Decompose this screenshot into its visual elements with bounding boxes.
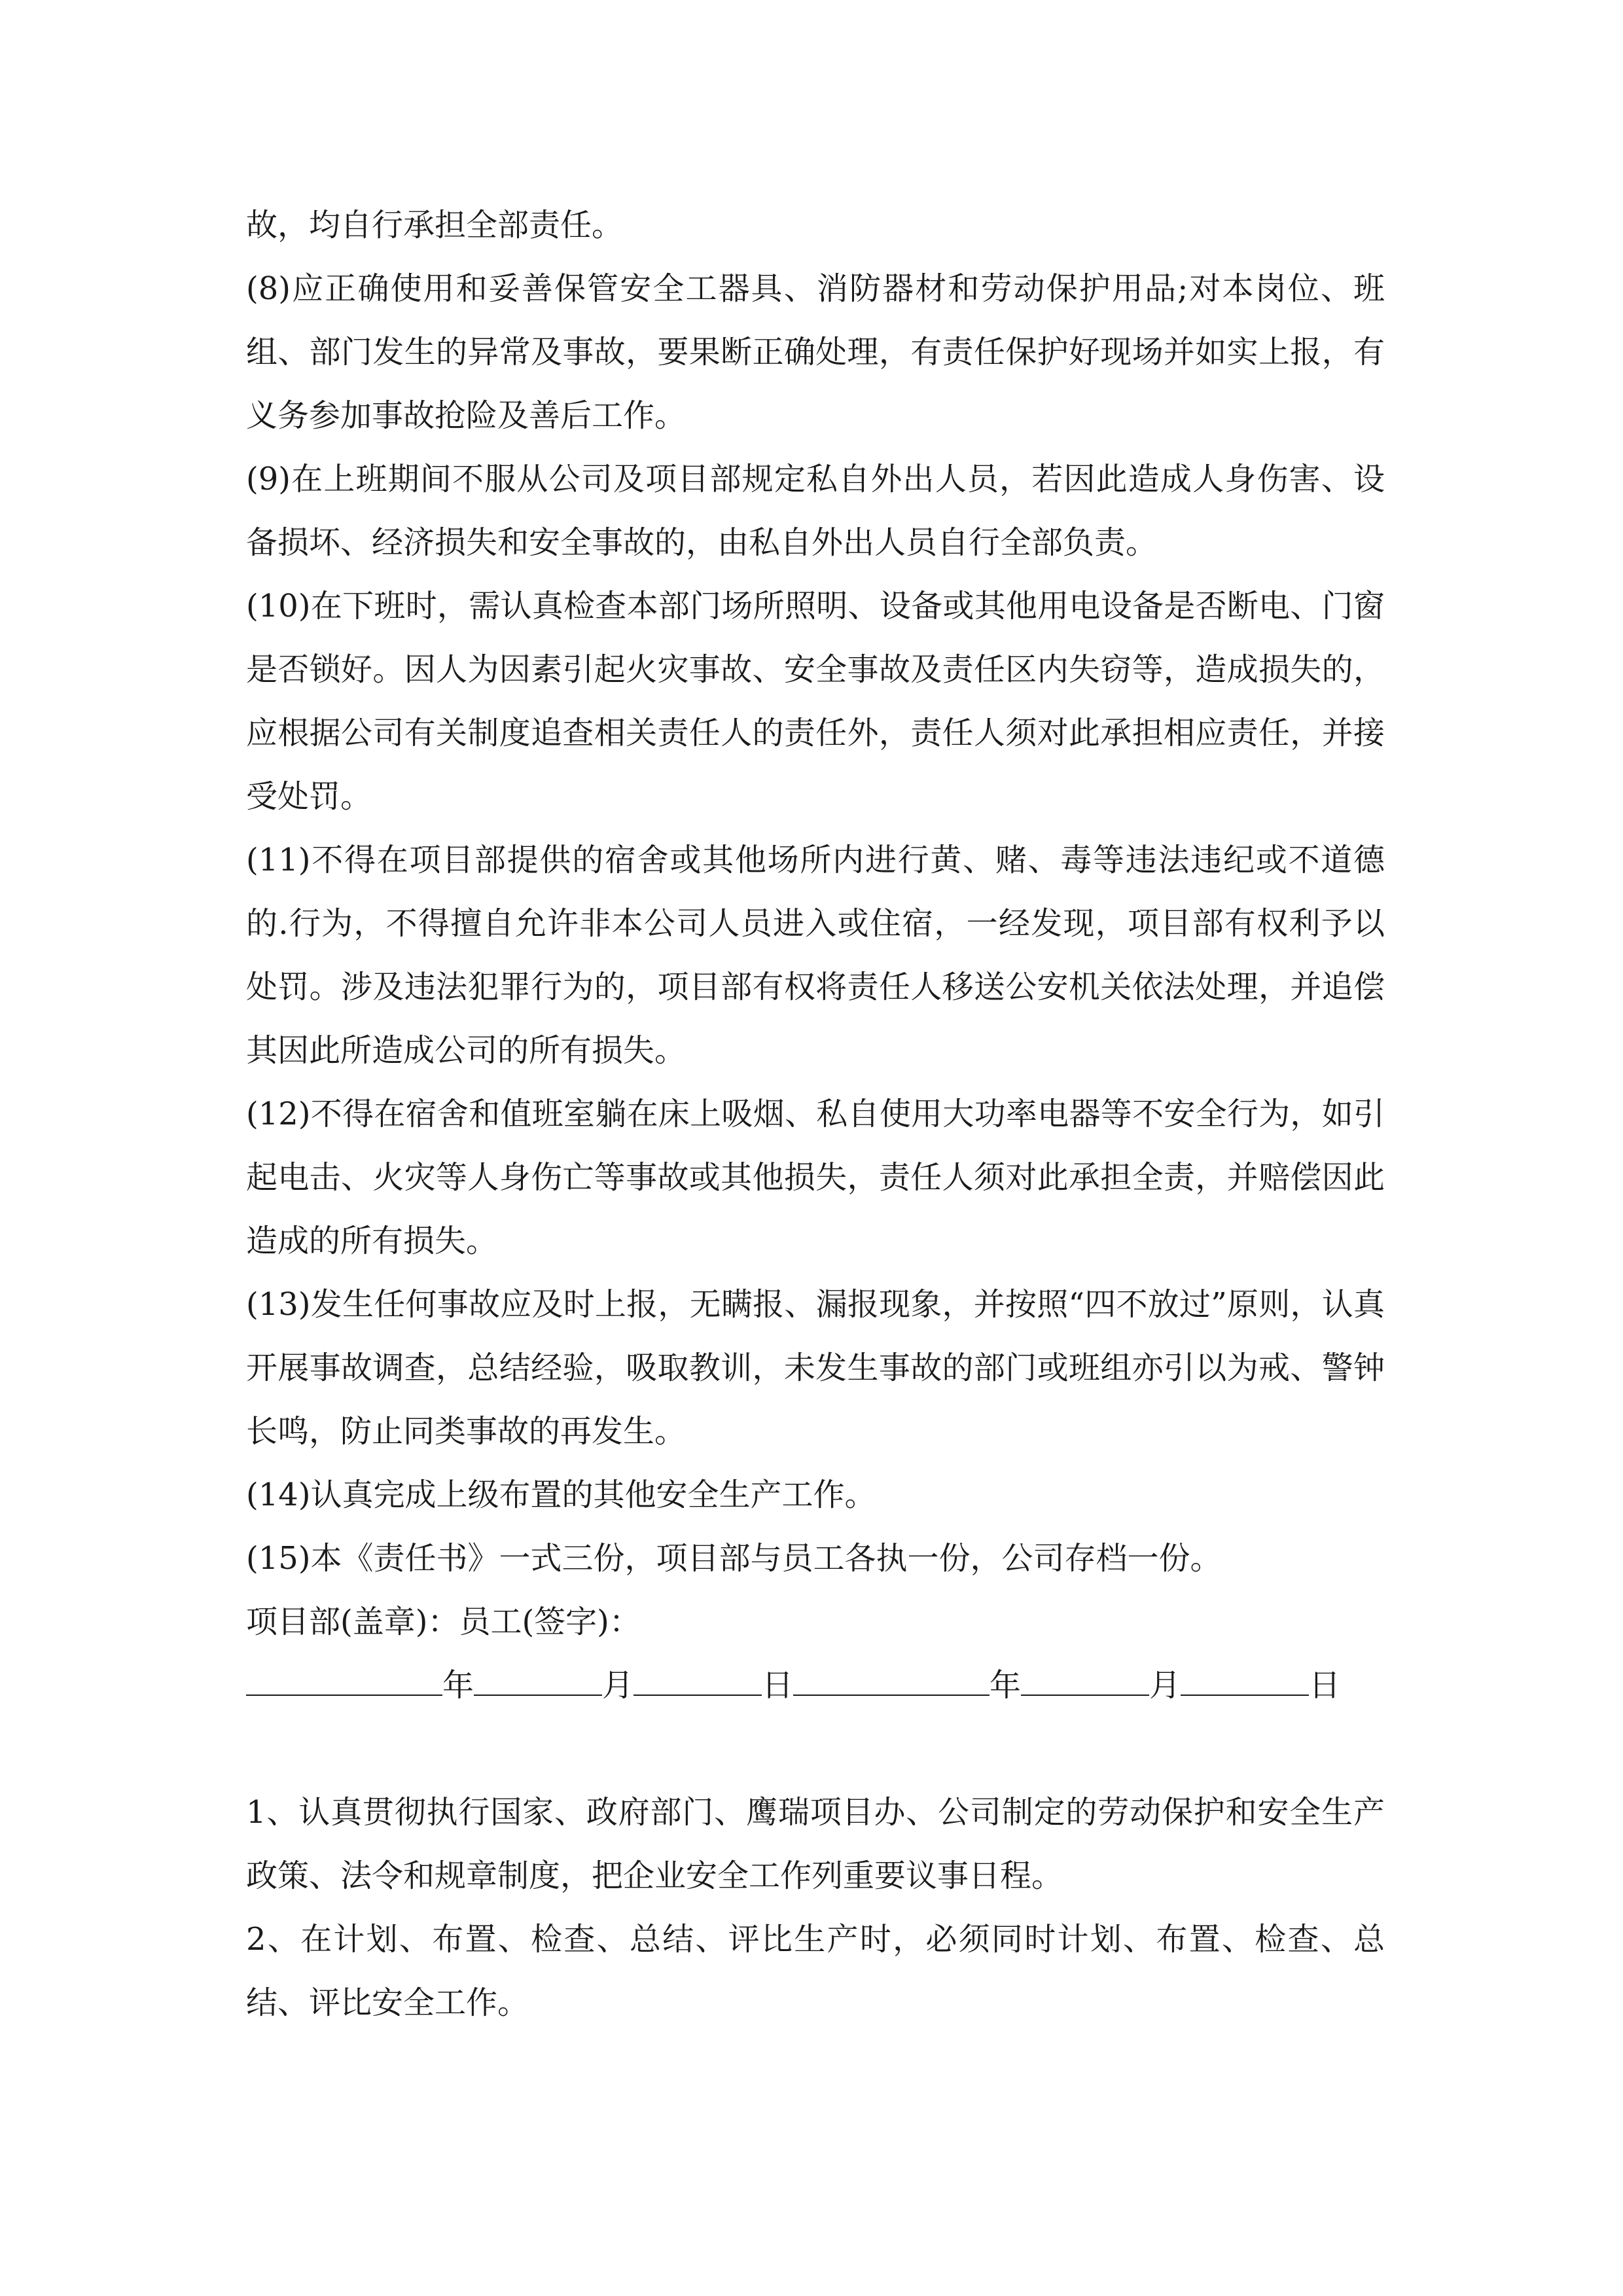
paragraph-item-8: (8)应正确使用和妥善保管安全工器具、消防器材和劳动保护用品;对本岗位、班组、部门发生的异常及事故，要果断正确处理，有责任保护好现场并如实上报，有义务参加事故抢险及善后工作。	[246, 270, 1385, 434]
day-blank-1	[633, 1660, 762, 1696]
paragraph-item-10: (10)在下班时，需认真检查本部门场所照明、设备或其他用电设备是否断电、门窗是否锁好。因人为因素引起火灾事故、安全事故及责任区内失窃等，造成损失的，应根据公司有关制度追查相关责任人的责任外，责任人须对此承担相应责任，并接受处罚。	[246, 588, 1385, 815]
paragraph-duty-2: 2、在计划、布置、检查、总结、评比生产时，必须同时计划、布置、检查、总结、评比安全工作。	[246, 1921, 1385, 2021]
year-label-2: 年	[990, 1667, 1022, 1704]
paragraph-item-13: (13)发生任何事故应及时上报，无瞒报、漏报现象，并按照“四不放过”原则，认真开展事故调查，总结经验，吸取教训，未发生事故的部门或班组亦引以为戒、警钟长鸣，防止同类事故的再发生。	[246, 1286, 1385, 1450]
year-blank-2	[793, 1660, 990, 1696]
month-blank-2	[1021, 1660, 1149, 1696]
paragraph-item-9: (9)在上班期间不服从公司及项目部规定私自外出人员，若因此造成人身伤害、设备损坏、经济损失和安全事故的，由私自外出人员自行全部负责。	[246, 461, 1385, 561]
month-label-1: 月	[602, 1667, 634, 1704]
month-blank-1	[474, 1660, 602, 1696]
month-label-2: 月	[1149, 1667, 1181, 1704]
document-body	[246, 194, 1385, 2035]
paragraph-item-14: (14)认真完成上级布置的其他安全生产工作。	[246, 1477, 876, 1513]
day-label-2: 日	[1309, 1667, 1341, 1704]
signature-date-line	[246, 1654, 1385, 1717]
section-gap	[246, 1717, 1385, 1781]
paragraph-item-15: (15)本《责任书》一式三份，项目部与员工各执一份，公司存档一份。	[246, 1540, 1222, 1577]
signature-label: 项目部(盖章)：员工(签字)：	[246, 1604, 641, 1640]
day-blank-2	[1181, 1660, 1309, 1696]
paragraph-item-11: (11)不得在项目部提供的宿舍或其他场所内进行黄、赌、毒等违法违纪或不道德的.行为，不得擅自允许非本公司人员进入或住宿，一经发现，项目部有权利予以处罚。涉及违法犯罪行为的，项目部有权将责任人移送公安机关依法处理，并追偿其因此所造成公司的所有损失。	[246, 842, 1385, 1069]
day-label-1: 日	[762, 1667, 794, 1704]
paragraph-duty-1: 1、认真贯彻执行国家、政府部门、鹰瑞项目办、公司制定的劳动保护和安全生产政策、法令和规章制度，把企业安全工作列重要议事日程。	[246, 1794, 1385, 1894]
paragraph-continuation: 故，均自行承担全部责任。	[246, 207, 624, 243]
paragraph-item-12: (12)不得在宿舍和值班室躺在床上吸烟、私自使用大功率电器等不安全行为，如引起电击、火灾等人身伤亡等事故或其他损失，责任人须对此承担全责，并赔偿因此造成的所有损失。	[246, 1096, 1385, 1259]
year-label-1: 年	[442, 1667, 474, 1704]
year-blank-1	[246, 1660, 442, 1696]
